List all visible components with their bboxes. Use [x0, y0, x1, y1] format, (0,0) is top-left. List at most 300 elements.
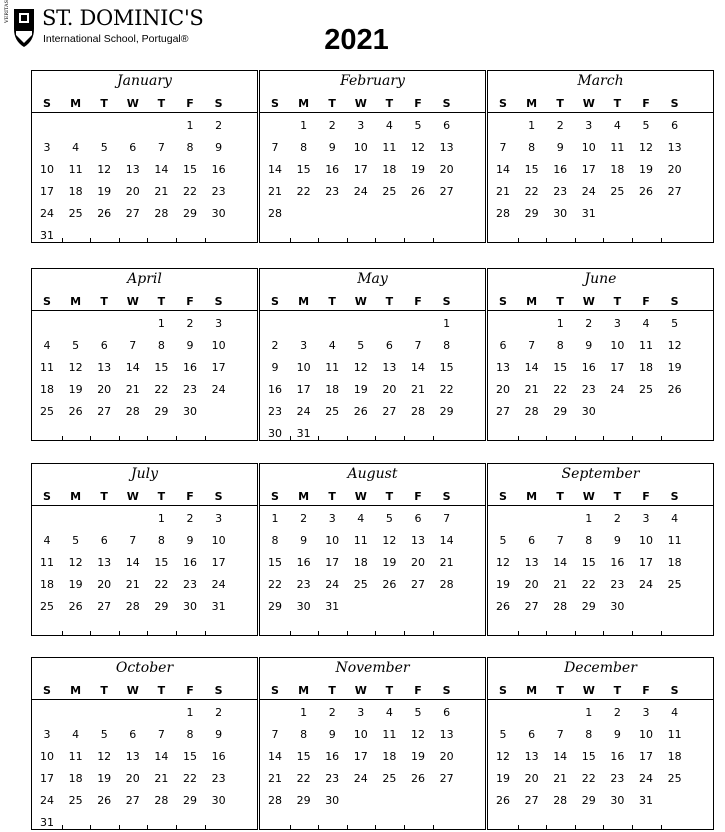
day-cell: 22: [524, 185, 539, 198]
day-cell: 13: [125, 163, 140, 176]
day-cell: 5: [72, 339, 80, 352]
day-cell: 28: [125, 600, 140, 613]
day-cell: 19: [68, 578, 83, 591]
day-cell: 11: [667, 728, 682, 741]
weekday-label: S: [271, 684, 279, 697]
tick-mark: [147, 436, 148, 440]
weekday-label: S: [499, 295, 507, 308]
month-december: [487, 657, 714, 830]
day-cell: 27: [667, 185, 682, 198]
day-cell: 29: [183, 207, 197, 220]
weekday-header: [32, 95, 257, 113]
tick-mark: [90, 238, 91, 242]
day-cell: 9: [585, 339, 593, 352]
day-cell: 20: [439, 163, 454, 176]
day-cell: 9: [300, 534, 308, 547]
day-cell: 30: [183, 405, 197, 418]
day-cell: 7: [528, 339, 536, 352]
day-cell: 10: [353, 728, 368, 741]
day-cell: 18: [639, 361, 653, 374]
tick-mark: [575, 436, 576, 440]
day-cell: 5: [100, 728, 108, 741]
day-cell: 27: [97, 600, 112, 613]
day-cell: 21: [496, 185, 510, 198]
day-cell: 9: [186, 534, 194, 547]
day-cell: 2: [186, 512, 194, 525]
weekday-label: S: [43, 97, 51, 110]
day-cell: 7: [556, 728, 564, 741]
weekday-label: M: [70, 97, 82, 110]
tick-mark: [661, 238, 662, 242]
day-cell: 24: [325, 578, 340, 591]
day-cell: 7: [443, 512, 451, 525]
month-september: [487, 463, 714, 636]
day-cell: 8: [300, 141, 308, 154]
day-cell: 26: [411, 772, 425, 785]
day-cell: 28: [411, 405, 425, 418]
day-cell: 1: [556, 317, 564, 330]
day-cell: 26: [382, 578, 397, 591]
weekday-label: S: [442, 490, 451, 503]
weekday-label: T: [613, 295, 622, 308]
day-cell: 1: [186, 119, 194, 132]
day-cell: 1: [157, 317, 165, 330]
day-cell: 18: [68, 772, 83, 785]
month-april: [31, 268, 258, 441]
day-cell: 25: [382, 185, 397, 198]
weekday-label: M: [70, 490, 82, 503]
day-cell: 16: [211, 163, 226, 176]
tick-mark: [205, 238, 206, 242]
day-cell: 25: [68, 794, 83, 807]
day-cell: 3: [328, 512, 336, 525]
weekday-label: F: [414, 684, 422, 697]
day-cell: 1: [585, 512, 593, 525]
day-cell: 11: [325, 361, 340, 374]
day-cell: 24: [581, 185, 596, 198]
weekday-header: [488, 95, 713, 113]
weekday-header: [260, 682, 485, 700]
day-cell: 25: [639, 383, 653, 396]
day-cell: 19: [382, 556, 397, 569]
day-cell: 16: [325, 750, 340, 763]
day-cell: 13: [382, 361, 397, 374]
day-cell: 26: [639, 185, 653, 198]
day-cell: 26: [496, 794, 510, 807]
day-cell: 6: [499, 339, 507, 352]
day-cell: 15: [183, 163, 197, 176]
tick-mark: [90, 825, 91, 829]
month-name: February: [340, 73, 405, 89]
day-cell: 29: [524, 207, 539, 220]
tick-mark: [404, 631, 405, 635]
day-cell: 6: [528, 534, 536, 547]
month-name: December: [564, 660, 637, 676]
day-cell: 19: [68, 383, 83, 396]
day-cell: 3: [613, 317, 621, 330]
day-cell: 5: [385, 512, 393, 525]
weekday-label: T: [328, 490, 336, 503]
weekday-header: [488, 682, 713, 700]
weekday-label: S: [271, 97, 279, 110]
day-cell: 13: [439, 728, 454, 741]
day-cell: 10: [610, 339, 625, 352]
day-cell: 5: [414, 119, 422, 132]
day-cell: 5: [499, 534, 507, 547]
day-cell: 20: [382, 383, 397, 396]
tick-mark: [205, 436, 206, 440]
day-cell: 14: [268, 750, 282, 763]
day-cell: 18: [382, 750, 397, 763]
weekday-label: W: [354, 295, 367, 308]
weekday-label: T: [100, 490, 108, 503]
day-cell: 20: [97, 383, 112, 396]
day-cell: 21: [268, 185, 282, 198]
day-cell: 3: [43, 728, 51, 741]
logo-motto: VERITAS: [4, 0, 10, 23]
day-cell: 15: [154, 556, 169, 569]
day-cell: 16: [268, 383, 282, 396]
tick-mark: [546, 825, 547, 829]
day-cell: 4: [72, 141, 80, 154]
weekday-label: S: [670, 97, 679, 110]
month-november: [259, 657, 486, 830]
tick-mark: [62, 825, 63, 829]
day-cell: 29: [296, 794, 311, 807]
day-cell: 21: [524, 383, 539, 396]
day-cell: 11: [68, 163, 83, 176]
weekday-header: [32, 682, 257, 700]
weekday-label: F: [414, 295, 422, 308]
tick-mark: [205, 631, 206, 635]
weekday-label: T: [157, 684, 166, 697]
day-cell: 18: [325, 383, 340, 396]
bottom-ticks: [32, 631, 257, 635]
tick-mark: [347, 825, 348, 829]
tick-mark: [119, 825, 120, 829]
day-cell: 11: [667, 534, 682, 547]
day-cell: 23: [581, 383, 596, 396]
day-cell: 18: [68, 185, 83, 198]
day-cell: 23: [268, 405, 282, 418]
day-cell: 4: [642, 317, 650, 330]
tick-mark: [375, 238, 376, 242]
day-cell: 4: [385, 119, 393, 132]
day-cell: 26: [97, 207, 112, 220]
day-cell: 29: [439, 405, 454, 418]
tick-mark: [433, 825, 434, 829]
day-cell: 30: [610, 794, 625, 807]
day-cell: 14: [154, 163, 169, 176]
day-cell: 27: [439, 185, 454, 198]
weekday-header: [260, 95, 485, 113]
day-cell: 13: [125, 750, 140, 763]
day-cell: 16: [553, 163, 568, 176]
day-cell: 26: [411, 185, 425, 198]
day-cell: 12: [667, 339, 682, 352]
bottom-ticks: [32, 436, 257, 440]
day-cell: 24: [639, 578, 653, 591]
weekday-label: S: [43, 295, 51, 308]
day-cell: 1: [528, 119, 536, 132]
day-cell: 13: [524, 556, 539, 569]
day-cell: 13: [411, 534, 425, 547]
weekday-label: W: [354, 684, 367, 697]
weekday-label: S: [442, 97, 451, 110]
day-cell: 26: [353, 405, 368, 418]
day-cell: 11: [610, 141, 625, 154]
day-cell: 15: [183, 750, 197, 763]
day-cell: 30: [211, 207, 226, 220]
tick-mark: [176, 825, 177, 829]
day-cell: 13: [667, 141, 682, 154]
weekday-label: T: [100, 97, 108, 110]
tick-mark: [518, 631, 519, 635]
tick-mark: [632, 436, 633, 440]
day-cell: 22: [183, 185, 197, 198]
day-cell: 21: [553, 578, 568, 591]
day-cell: 25: [40, 600, 54, 613]
day-cell: 5: [499, 728, 507, 741]
day-cell: 31: [211, 600, 226, 613]
day-cell: 4: [43, 339, 51, 352]
day-cell: 8: [585, 728, 593, 741]
bottom-ticks: [260, 631, 485, 635]
day-cell: 2: [271, 339, 279, 352]
day-cell: 8: [271, 534, 279, 547]
day-cell: 19: [97, 185, 112, 198]
day-cell: 10: [40, 750, 54, 763]
weekday-label: T: [385, 97, 394, 110]
weekday-label: T: [385, 490, 394, 503]
weekday-label: F: [642, 295, 650, 308]
tick-mark: [546, 238, 547, 242]
tick-mark: [290, 631, 291, 635]
tick-mark: [347, 631, 348, 635]
day-cell: 20: [496, 383, 510, 396]
month-august: [259, 463, 486, 636]
month-name: January: [117, 73, 172, 89]
day-cell: 2: [186, 317, 194, 330]
month-may: [259, 268, 486, 441]
month-name: September: [561, 466, 640, 482]
day-cell: 3: [215, 317, 223, 330]
weekday-label: S: [214, 684, 223, 697]
month-october: [31, 657, 258, 830]
tick-mark: [404, 825, 405, 829]
day-cell: 8: [186, 728, 194, 741]
month-name: July: [130, 466, 158, 482]
day-cell: 24: [211, 383, 226, 396]
weekday-label: M: [526, 295, 538, 308]
day-cell: 29: [553, 405, 568, 418]
weekday-label: S: [43, 684, 51, 697]
day-cell: 8: [300, 728, 308, 741]
day-cell: 14: [496, 163, 510, 176]
weekday-label: W: [582, 684, 595, 697]
tick-mark: [433, 436, 434, 440]
day-cell: 23: [211, 772, 226, 785]
day-cell: 3: [357, 119, 365, 132]
month-july: [31, 463, 258, 636]
day-cell: 20: [97, 578, 112, 591]
day-cell: 5: [72, 534, 80, 547]
day-cell: 9: [186, 339, 194, 352]
tick-mark: [433, 238, 434, 242]
day-cell: 30: [211, 794, 226, 807]
tick-mark: [575, 631, 576, 635]
day-cell: 8: [443, 339, 451, 352]
day-cell: 17: [40, 185, 54, 198]
tick-mark: [318, 631, 319, 635]
day-cell: 11: [40, 361, 54, 374]
day-cell: 15: [296, 750, 311, 763]
weekday-label: W: [126, 490, 139, 503]
weekday-label: M: [526, 684, 538, 697]
tick-mark: [518, 436, 519, 440]
weekday-label: T: [556, 684, 564, 697]
day-cell: 6: [100, 534, 108, 547]
weekday-header: [488, 293, 713, 311]
day-cell: 29: [268, 600, 282, 613]
bottom-ticks: [488, 631, 713, 635]
day-cell: 18: [382, 163, 397, 176]
tick-mark: [290, 238, 291, 242]
day-cell: 28: [268, 207, 282, 220]
weekday-label: S: [214, 490, 223, 503]
day-cell: 8: [157, 534, 165, 547]
tick-mark: [176, 631, 177, 635]
day-cell: 8: [556, 339, 564, 352]
day-cell: 1: [585, 706, 593, 719]
day-cell: 3: [357, 706, 365, 719]
day-cell: 20: [411, 556, 425, 569]
day-cell: 2: [215, 706, 223, 719]
bottom-ticks: [488, 825, 713, 829]
weekday-label: F: [186, 490, 194, 503]
day-cell: 16: [610, 556, 625, 569]
day-cell: 25: [610, 185, 625, 198]
day-cell: 31: [40, 816, 54, 829]
day-cell: 27: [524, 794, 539, 807]
day-cell: 10: [325, 534, 340, 547]
day-cell: 14: [524, 361, 539, 374]
weekday-label: S: [271, 490, 279, 503]
day-cell: 20: [125, 772, 140, 785]
day-cell: 10: [581, 141, 596, 154]
day-cell: 4: [671, 706, 679, 719]
day-cell: 19: [667, 361, 682, 374]
month-name: November: [335, 660, 410, 676]
weekday-label: T: [328, 684, 336, 697]
day-cell: 30: [325, 794, 340, 807]
day-cell: 4: [43, 534, 51, 547]
tick-mark: [546, 631, 547, 635]
weekday-label: T: [157, 490, 166, 503]
day-cell: 17: [639, 556, 653, 569]
day-cell: 5: [642, 119, 650, 132]
month-march: [487, 70, 714, 243]
day-cell: 9: [613, 534, 621, 547]
day-cell: 18: [667, 750, 682, 763]
day-cell: 17: [211, 556, 226, 569]
day-cell: 26: [496, 600, 510, 613]
weekday-label: S: [499, 97, 507, 110]
weekday-label: T: [100, 295, 108, 308]
tick-mark: [119, 238, 120, 242]
day-cell: 13: [496, 361, 510, 374]
weekday-label: W: [582, 490, 595, 503]
day-cell: 12: [97, 163, 112, 176]
tick-mark: [176, 238, 177, 242]
day-cell: 30: [610, 600, 625, 613]
day-cell: 15: [296, 163, 311, 176]
day-cell: 7: [414, 339, 422, 352]
day-cell: 19: [97, 772, 112, 785]
day-cell: 4: [613, 119, 621, 132]
day-cell: 7: [157, 728, 165, 741]
day-cell: 9: [328, 141, 336, 154]
tick-mark: [205, 825, 206, 829]
weekday-label: M: [70, 684, 82, 697]
day-cell: 1: [157, 512, 165, 525]
day-cell: 10: [353, 141, 368, 154]
weekday-header: [260, 488, 485, 506]
weekday-label: W: [582, 295, 595, 308]
day-cell: 11: [382, 141, 397, 154]
day-cell: 7: [129, 534, 137, 547]
day-cell: 17: [325, 556, 340, 569]
day-cell: 24: [610, 383, 625, 396]
day-cell: 10: [639, 728, 653, 741]
tick-mark: [119, 631, 120, 635]
weekday-label: F: [186, 295, 194, 308]
tick-mark: [546, 436, 547, 440]
day-cell: 28: [553, 794, 568, 807]
month-name: May: [357, 271, 388, 287]
weekday-label: T: [556, 295, 564, 308]
day-cell: 19: [496, 578, 510, 591]
day-cell: 24: [353, 772, 368, 785]
day-cell: 23: [183, 578, 197, 591]
day-cell: 11: [382, 728, 397, 741]
day-cell: 28: [439, 578, 454, 591]
day-cell: 26: [68, 600, 83, 613]
day-cell: 31: [581, 207, 596, 220]
day-cell: 11: [40, 556, 54, 569]
day-cell: 27: [382, 405, 397, 418]
tick-mark: [290, 825, 291, 829]
day-cell: 9: [328, 728, 336, 741]
weekday-label: M: [526, 97, 538, 110]
day-cell: 31: [40, 229, 54, 242]
weekday-label: S: [670, 490, 679, 503]
day-cell: 11: [639, 339, 653, 352]
day-cell: 28: [496, 207, 510, 220]
day-cell: 31: [296, 427, 311, 440]
day-cell: 24: [40, 794, 54, 807]
day-cell: 22: [553, 383, 568, 396]
tick-mark: [603, 238, 604, 242]
day-cell: 15: [439, 361, 454, 374]
day-cell: 19: [353, 383, 368, 396]
day-cell: 23: [211, 185, 226, 198]
month-name: April: [127, 271, 162, 287]
weekday-label: S: [43, 490, 51, 503]
day-cell: 14: [439, 534, 454, 547]
weekday-label: M: [70, 295, 82, 308]
day-cell: 23: [325, 185, 340, 198]
